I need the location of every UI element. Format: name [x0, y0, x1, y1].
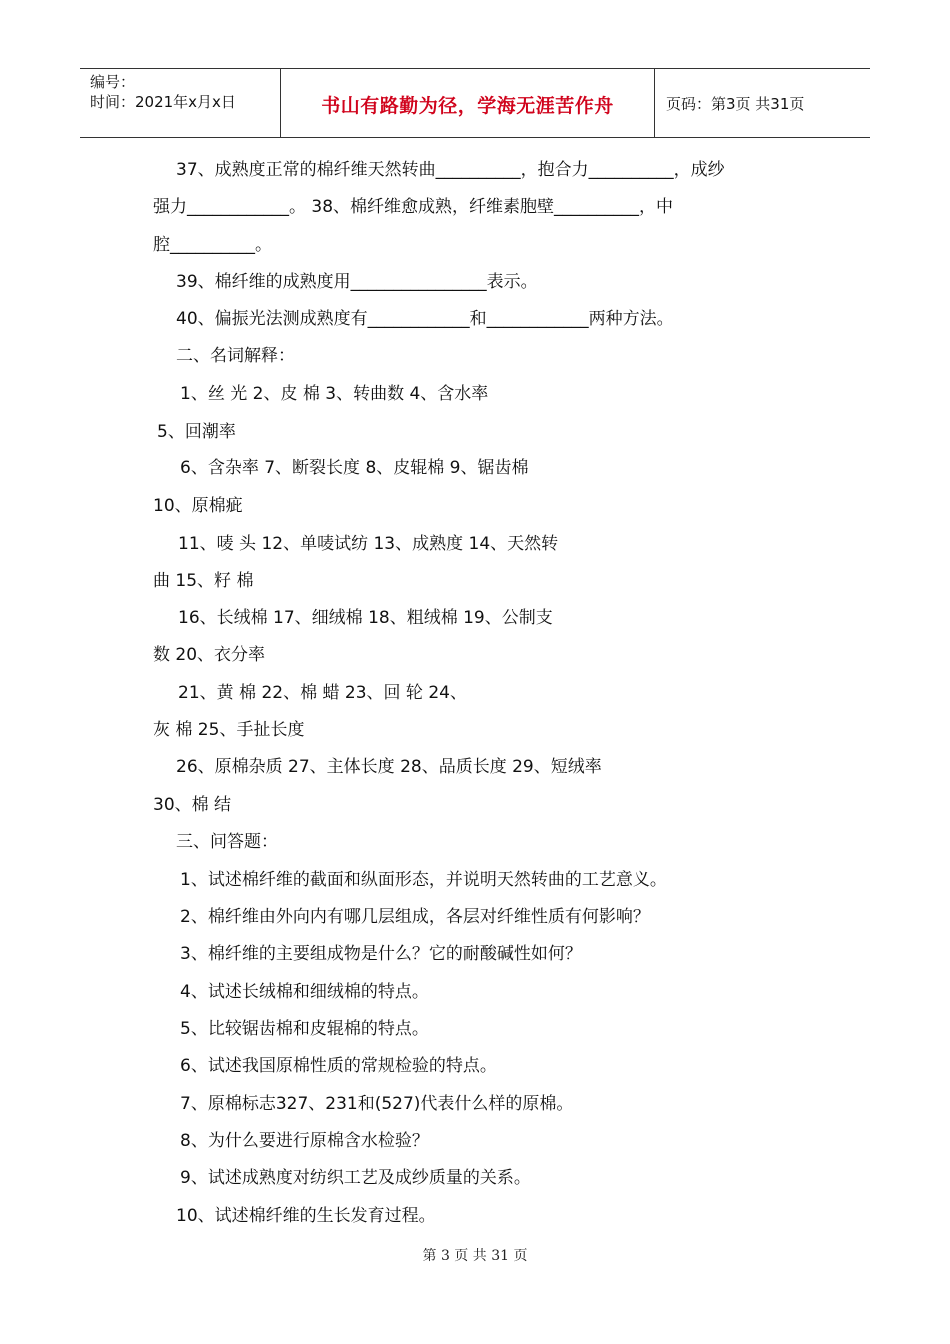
term-line: 26、原棉杂质 27、主体长度 28、品质长度 29、短绒率 — [176, 757, 602, 777]
question-line: 2、棉纤维由外向内有哪几层组成，各层对纤维性质有何影响？ — [180, 907, 650, 927]
term-line: 5、回潮率 — [157, 422, 236, 442]
section-heading: 三、问答题： — [176, 832, 278, 852]
page-info: 页码：第3页 共31页 — [666, 95, 805, 113]
time-label: 时间：2021年x月x日 — [90, 93, 236, 111]
term-line: 16、长绒棉 17、细绒棉 18、粗绒棉 19、公制支 — [178, 608, 553, 628]
question-line: 1、试述棉纤维的截面和纵面形态，并说明天然转曲的工艺意义。 — [180, 870, 667, 890]
question-line: 39、棉纤维的成熟度用________________表示。 — [176, 272, 538, 292]
page-header — [80, 68, 870, 138]
question-line: 5、比较锯齿棉和皮辊棉的特点。 — [180, 1019, 429, 1039]
term-line: 数 20、衣分率 — [153, 645, 266, 665]
question-line: 10、试述棉纤维的生长发育过程。 — [176, 1206, 436, 1226]
term-line: 曲 15、籽 棉 — [153, 571, 254, 591]
header-motto-cell — [281, 69, 655, 137]
question-line: 9、试述成熟度对纺织工艺及成纱质量的关系。 — [180, 1168, 531, 1188]
term-line: 灰 棉 25、手扯长度 — [153, 720, 305, 740]
question-line: 强力____________。 38、棉纤维愈成熟，纤维素胞壁__________，中 — [153, 197, 674, 217]
page-footer: 第 3 页 共 31 页 — [422, 1248, 528, 1264]
term-line: 6、含杂率 7、断裂长度 8、皮辊棉 9、锯齿棉 — [180, 458, 529, 478]
question-line: 4、试述长绒棉和细绒棉的特点。 — [180, 982, 429, 1002]
motto: 书山有路勤为径，学海无涯苦作舟 — [321, 95, 614, 117]
question-line: 37、成熟度正常的棉纤维天然转曲__________，抱合力__________，成纱 — [176, 160, 725, 180]
question-line: 3、棉纤维的主要组成物是什么？它的耐酸碱性如何？ — [180, 944, 582, 964]
term-line: 21、黄 棉 22、棉 蜡 23、回 轮 24、 — [178, 683, 467, 703]
header-page-cell — [656, 69, 870, 137]
term-line: 11、唛 头 12、单唛试纺 13、成熟度 14、天然转 — [178, 534, 559, 554]
section-heading: 二、名词解释： — [176, 346, 295, 366]
question-line: 6、试述我国原棉性质的常规检验的特点。 — [180, 1056, 497, 1076]
term-line: 10、原棉疵 — [153, 496, 243, 516]
question-line: 40、偏振光法测成熟度有____________和____________两种方法。 — [176, 309, 674, 329]
question-line: 腔__________。 — [153, 235, 272, 255]
question-line: 7、原棉标志327、231和(527)代表什么样的原棉。 — [180, 1094, 574, 1114]
header-meta — [80, 69, 281, 137]
number-label: 编号： — [90, 73, 136, 91]
term-line: 1、丝 光 2、皮 棉 3、转曲数 4、含水率 — [180, 384, 489, 404]
term-line: 30、棉 结 — [153, 795, 232, 815]
question-line: 8、为什么要进行原棉含水检验？ — [180, 1131, 429, 1151]
